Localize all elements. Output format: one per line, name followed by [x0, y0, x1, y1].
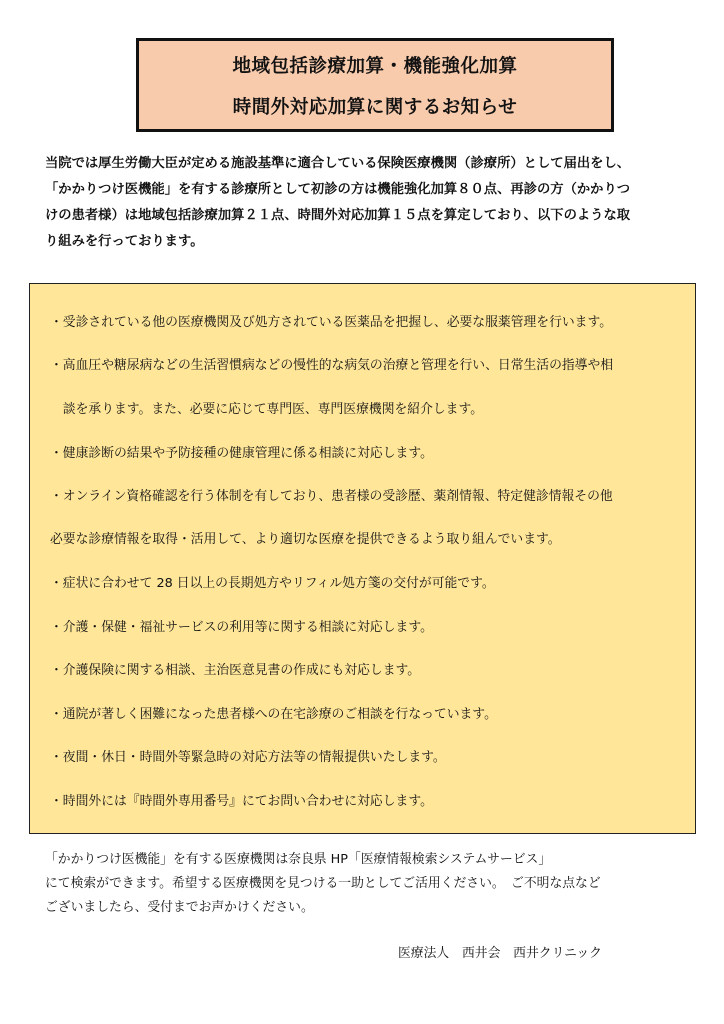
service-item: ・健康診断の結果や予防接種の健康管理に係る相談に対応します。	[50, 446, 433, 461]
service-item: ・夜間・休日・時間外等緊急時の対応方法等の情報提供いたします。	[50, 750, 446, 765]
services-box	[29, 283, 696, 834]
intro-line: り組みを行っております。	[45, 234, 204, 249]
service-item-continued: 談を承ります。また、必要に応じて専門医、専門医療機関を紹介します。	[50, 402, 484, 417]
footer-line: 「かかりつけ医機能」を有する医療機関は奈良県 HP「医療情報検索システムサービス」	[45, 852, 552, 867]
clinic-signature: 医療法人 西井会 西井クリニック	[398, 946, 602, 961]
footer-line: にて検索ができます。希望する医療機関を見つける一助としてご活用ください。 ご不明な点など	[45, 876, 601, 891]
title-line-1: 地域包括診療加算・機能強化加算	[232, 56, 518, 77]
intro-line: 「かかりつけ医機能」を有する診療所として初診の方は機能強化加算８０点、再診の方（かかりつ	[45, 182, 631, 197]
intro-line: 当院では厚生労働大臣が定める施設基準に適合している保険医療機関（診療所）として届出をし、	[45, 156, 631, 171]
intro-paragraph	[45, 151, 685, 255]
title-line-2: 時間外対応加算に関するお知らせ	[232, 97, 518, 118]
service-item: ・症状に合わせて 28 日以上の長期処方やリフィル処方箋の交付が可能です。	[50, 576, 495, 591]
service-item: ・介護保険に関する相談、主治医意見書の作成にも対応します。	[50, 663, 421, 678]
service-item: ・時間外には『時間外専用番号』にてお問い合わせに対応します。	[50, 794, 433, 809]
service-item: ・通院が著しく困難になった患者様への在宅診療のご相談を行なっています。	[50, 707, 497, 722]
service-item-continued: 必要な診療情報を取得・活用して、より適切な医療を提供できるよう取り組んでいます。	[50, 532, 561, 547]
footer-line: ございましたら、受付までお声かけください。	[45, 900, 314, 915]
title-box	[136, 38, 614, 132]
service-item: ・オンライン資格確認を行う体制を有しており、患者様の受診歴、薬剤情報、特定健診情報その他	[50, 489, 613, 504]
footer-note	[45, 848, 685, 920]
intro-line: けの患者様）は地域包括診療加算２１点、時間外対応加算１５点を算定しており、以下のような取	[45, 208, 631, 223]
service-item: ・高血圧や糖尿病などの生活習慣病などの慢性的な病気の治療と管理を行い、日常生活の指導や相	[50, 358, 614, 373]
service-item: ・受診されている他の医療機関及び処方されている医薬品を把握し、必要な服薬管理を行います。	[50, 315, 613, 330]
service-item: ・介護・保健・福祉サービスの利用等に関する相談に対応します。	[50, 620, 433, 635]
